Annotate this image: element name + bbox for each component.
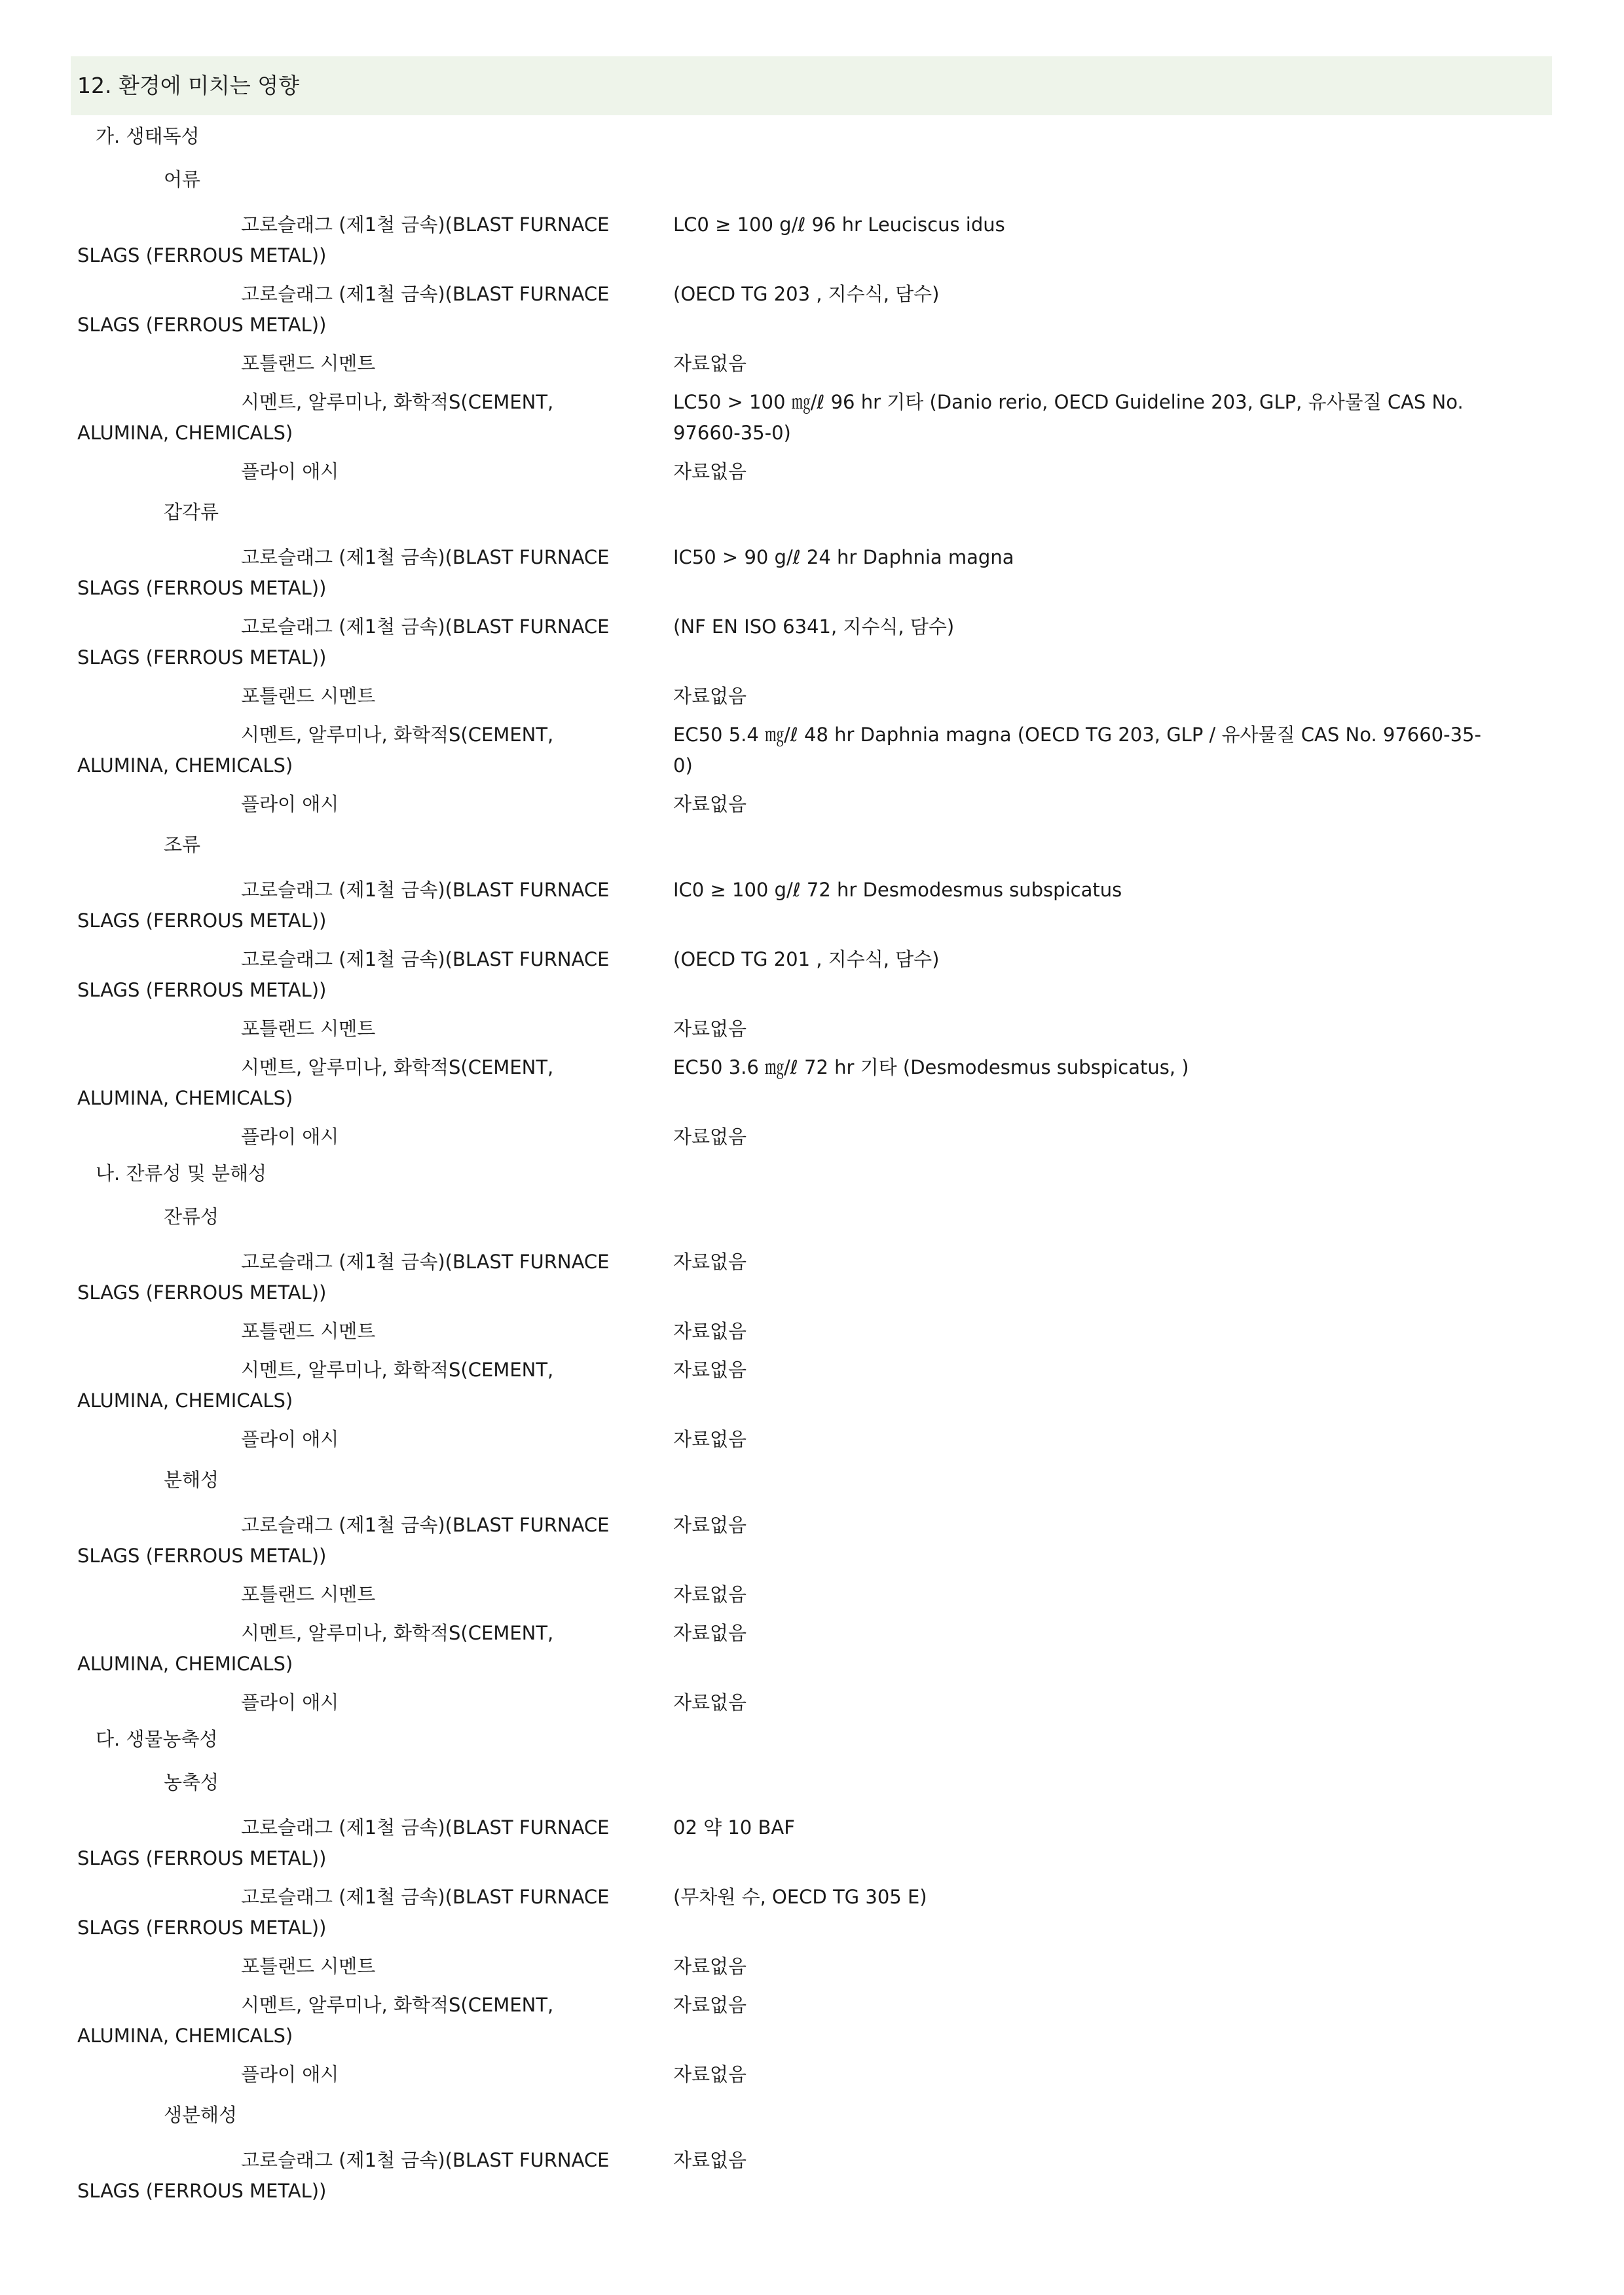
substance-name: [71, 387, 640, 449]
subgroup-heading: 갑각류: [164, 501, 219, 523]
substance-name-text: 고로슬래그 (제1철 금속)(BLAST FURNACE SLAGS (FERROUS METAL)): [77, 948, 610, 1001]
substance-name: [71, 1882, 640, 1943]
substance-row: [71, 210, 1552, 271]
substance-name: [71, 1618, 640, 1680]
substance-row: [71, 1579, 1552, 1610]
substance-name: [71, 1510, 640, 1571]
substance-name: [71, 456, 640, 487]
substance-row: [71, 1424, 1552, 1455]
substance-name: [71, 1812, 640, 1874]
substance-row: [71, 1618, 1552, 1680]
substance-row: [71, 612, 1552, 673]
substance-name-text: 플라이 애시: [241, 460, 339, 483]
substance-name-text: 플라이 애시: [241, 1126, 339, 1148]
subgroup-heading: 농축성: [164, 1771, 219, 1793]
substance-row: [71, 944, 1552, 1006]
substance-value: 02 약 10 BAF: [673, 1816, 795, 1839]
substance-name: [71, 2059, 640, 2090]
substance-row: [71, 1122, 1552, 1152]
substance-value: LC0 ≥ 100 g/ℓ 96 hr Leuciscus idus: [673, 213, 1005, 236]
substance-name: [71, 1355, 640, 1416]
substance-name: [71, 542, 640, 604]
substance-name: [71, 1424, 640, 1455]
group-heading: 다. 생물농축성: [96, 1728, 218, 1750]
group-heading: 가. 생태독성: [96, 125, 200, 147]
substance-row: [71, 1687, 1552, 1718]
substance-row: [71, 2059, 1552, 2090]
substance-row: [71, 875, 1552, 936]
substance-name: [71, 681, 640, 712]
substance-value: 자료없음: [673, 460, 747, 483]
substance-value: (OECD TG 203 , 지수식, 담수): [673, 283, 940, 305]
substance-name-text: 포틀랜드 시멘트: [241, 1018, 376, 1040]
substance-name: [71, 1687, 640, 1718]
substance-name: [71, 1247, 640, 1308]
substance-row: [71, 542, 1552, 604]
substance-value: IC0 ≥ 100 g/ℓ 72 hr Desmodesmus subspicatus: [673, 879, 1122, 901]
substance-row: [71, 1052, 1552, 1114]
substance-value: 자료없음: [673, 685, 747, 707]
substance-value: 자료없음: [673, 1018, 747, 1040]
substance-name-text: 고로슬래그 (제1철 금속)(BLAST FURNACE SLAGS (FERROUS METAL)): [77, 283, 610, 336]
substance-name-text: 플라이 애시: [241, 1691, 339, 1714]
substance-name: [71, 1990, 640, 2051]
substance-name-text: 시멘트, 알루미나, 화학적S(CEMENT, ALUMINA, CHEMICALS): [77, 1994, 554, 2047]
substance-name: [71, 1014, 640, 1044]
substance-row: [71, 1014, 1552, 1044]
section-title: 12. 환경에 미치는 영향: [71, 56, 1552, 115]
substance-row: [71, 720, 1552, 781]
substance-row: [71, 387, 1552, 449]
substance-value: 자료없음: [673, 1583, 747, 1606]
substance-row: [71, 348, 1552, 379]
substance-value: (NF EN ISO 6341, 지수식, 담수): [673, 615, 955, 638]
substance-name: [71, 612, 640, 673]
substance-row: [71, 1990, 1552, 2051]
substance-name: [71, 1579, 640, 1610]
substance-value: 자료없음: [673, 1320, 747, 1342]
substance-name-text: 고로슬래그 (제1철 금속)(BLAST FURNACE SLAGS (FERROUS METAL)): [77, 879, 610, 932]
substance-row: [71, 456, 1552, 487]
substance-name-text: 포틀랜드 시멘트: [241, 685, 376, 707]
substance-name-text: 고로슬래그 (제1철 금속)(BLAST FURNACE SLAGS (FERROUS METAL)): [77, 213, 610, 266]
substance-value: 자료없음: [673, 1955, 747, 1977]
substance-name-text: 시멘트, 알루미나, 화학적S(CEMENT, ALUMINA, CHEMICALS): [77, 1359, 554, 1412]
substance-name-text: 시멘트, 알루미나, 화학적S(CEMENT, ALUMINA, CHEMICALS): [77, 391, 554, 444]
substance-name-text: 시멘트, 알루미나, 화학적S(CEMENT, ALUMINA, CHEMICALS): [77, 1622, 554, 1675]
subgroup-heading: 어류: [164, 168, 201, 191]
substance-row: [71, 1247, 1552, 1308]
substance-name-text: 시멘트, 알루미나, 화학적S(CEMENT, ALUMINA, CHEMICALS): [77, 1056, 554, 1109]
group-heading: 나. 잔류성 및 분해성: [96, 1162, 267, 1184]
substance-name-text: 고로슬래그 (제1철 금속)(BLAST FURNACE SLAGS (FERROUS METAL)): [77, 1514, 610, 1567]
substance-value: 자료없음: [673, 1251, 747, 1273]
substance-name-text: 고로슬래그 (제1철 금속)(BLAST FURNACE SLAGS (FERROUS METAL)): [77, 1886, 610, 1939]
substance-name-text: 포틀랜드 시멘트: [241, 1320, 376, 1342]
substance-name-text: 플라이 애시: [241, 793, 339, 815]
substance-name: [71, 720, 640, 781]
substance-name-text: 포틀랜드 시멘트: [241, 1583, 376, 1606]
substance-name-text: 플라이 애시: [241, 1428, 339, 1450]
substance-row: [71, 1951, 1552, 1982]
substance-name: [71, 1951, 640, 1982]
subgroup-heading: 분해성: [164, 1469, 219, 1491]
substance-row: [71, 279, 1552, 340]
subgroup-heading: 생분해성: [164, 2104, 238, 2126]
substance-value: 자료없음: [673, 1622, 747, 1644]
substance-value: 자료없음: [673, 793, 747, 815]
substance-name: [71, 875, 640, 936]
substance-value: IC50 > 90 g/ℓ 24 hr Daphnia magna: [673, 546, 1014, 568]
substance-name: [71, 944, 640, 1006]
substance-value: EC50 3.6 ㎎/ℓ 72 hr 기타 (Desmodesmus subspicatus, ): [673, 1056, 1189, 1078]
substance-name: [71, 279, 640, 340]
substance-row: [71, 1355, 1552, 1416]
substance-name: [71, 1316, 640, 1347]
substance-value: 자료없음: [673, 2149, 747, 2171]
document-page: [71, 56, 1552, 2207]
substance-name-text: 포틀랜드 시멘트: [241, 352, 376, 375]
substance-value: 자료없음: [673, 2063, 747, 2085]
substance-name: [71, 2145, 640, 2207]
substance-name-text: 고로슬래그 (제1철 금속)(BLAST FURNACE SLAGS (FERROUS METAL)): [77, 2149, 610, 2202]
substance-name: [71, 1122, 640, 1152]
substance-value: 자료없음: [673, 352, 747, 375]
substance-name-text: 고로슬래그 (제1철 금속)(BLAST FURNACE SLAGS (FERROUS METAL)): [77, 1816, 610, 1869]
substance-row: [71, 1812, 1552, 1874]
substance-name-text: 플라이 애시: [241, 2063, 339, 2085]
substance-name-text: 고로슬래그 (제1철 금속)(BLAST FURNACE SLAGS (FERROUS METAL)): [77, 615, 610, 669]
substance-name: [71, 1052, 640, 1114]
substance-value: 자료없음: [673, 1428, 747, 1450]
substance-name-text: 포틀랜드 시멘트: [241, 1955, 376, 1977]
substance-row: [71, 789, 1552, 820]
substance-value: 자료없음: [673, 1691, 747, 1714]
substance-row: [71, 1316, 1552, 1347]
subgroup-heading: 잔류성: [164, 1205, 219, 1228]
substance-row: [71, 681, 1552, 712]
substance-name: [71, 210, 640, 271]
section-content: [71, 118, 1552, 2207]
substance-value: 자료없음: [673, 1994, 747, 2016]
substance-row: [71, 2145, 1552, 2207]
substance-value: LC50 > 100 ㎎/ℓ 96 hr 기타 (Danio rerio, OECD Guideline 203, GLP, 유사물질 CAS No. 97660-35-0): [673, 391, 1464, 444]
substance-name: [71, 789, 640, 820]
substance-name: [71, 348, 640, 379]
substance-name-text: 고로슬래그 (제1철 금속)(BLAST FURNACE SLAGS (FERROUS METAL)): [77, 546, 610, 599]
substance-row: [71, 1882, 1552, 1943]
subgroup-heading: 조류: [164, 834, 201, 856]
substance-value: 자료없음: [673, 1126, 747, 1148]
substance-value: 자료없음: [673, 1359, 747, 1381]
substance-name-text: 고로슬래그 (제1철 금속)(BLAST FURNACE SLAGS (FERROUS METAL)): [77, 1251, 610, 1304]
substance-value: 자료없음: [673, 1514, 747, 1536]
substance-row: [71, 1510, 1552, 1571]
substance-name-text: 시멘트, 알루미나, 화학적S(CEMENT, ALUMINA, CHEMICALS): [77, 724, 554, 777]
substance-value: (무차원 수, OECD TG 305 E): [673, 1886, 927, 1908]
substance-value: (OECD TG 201 , 지수식, 담수): [673, 948, 940, 970]
substance-value: EC50 5.4 ㎎/ℓ 48 hr Daphnia magna (OECD TG 203, GLP / 유사물질 CAS No. 97660-35-0): [673, 724, 1481, 777]
